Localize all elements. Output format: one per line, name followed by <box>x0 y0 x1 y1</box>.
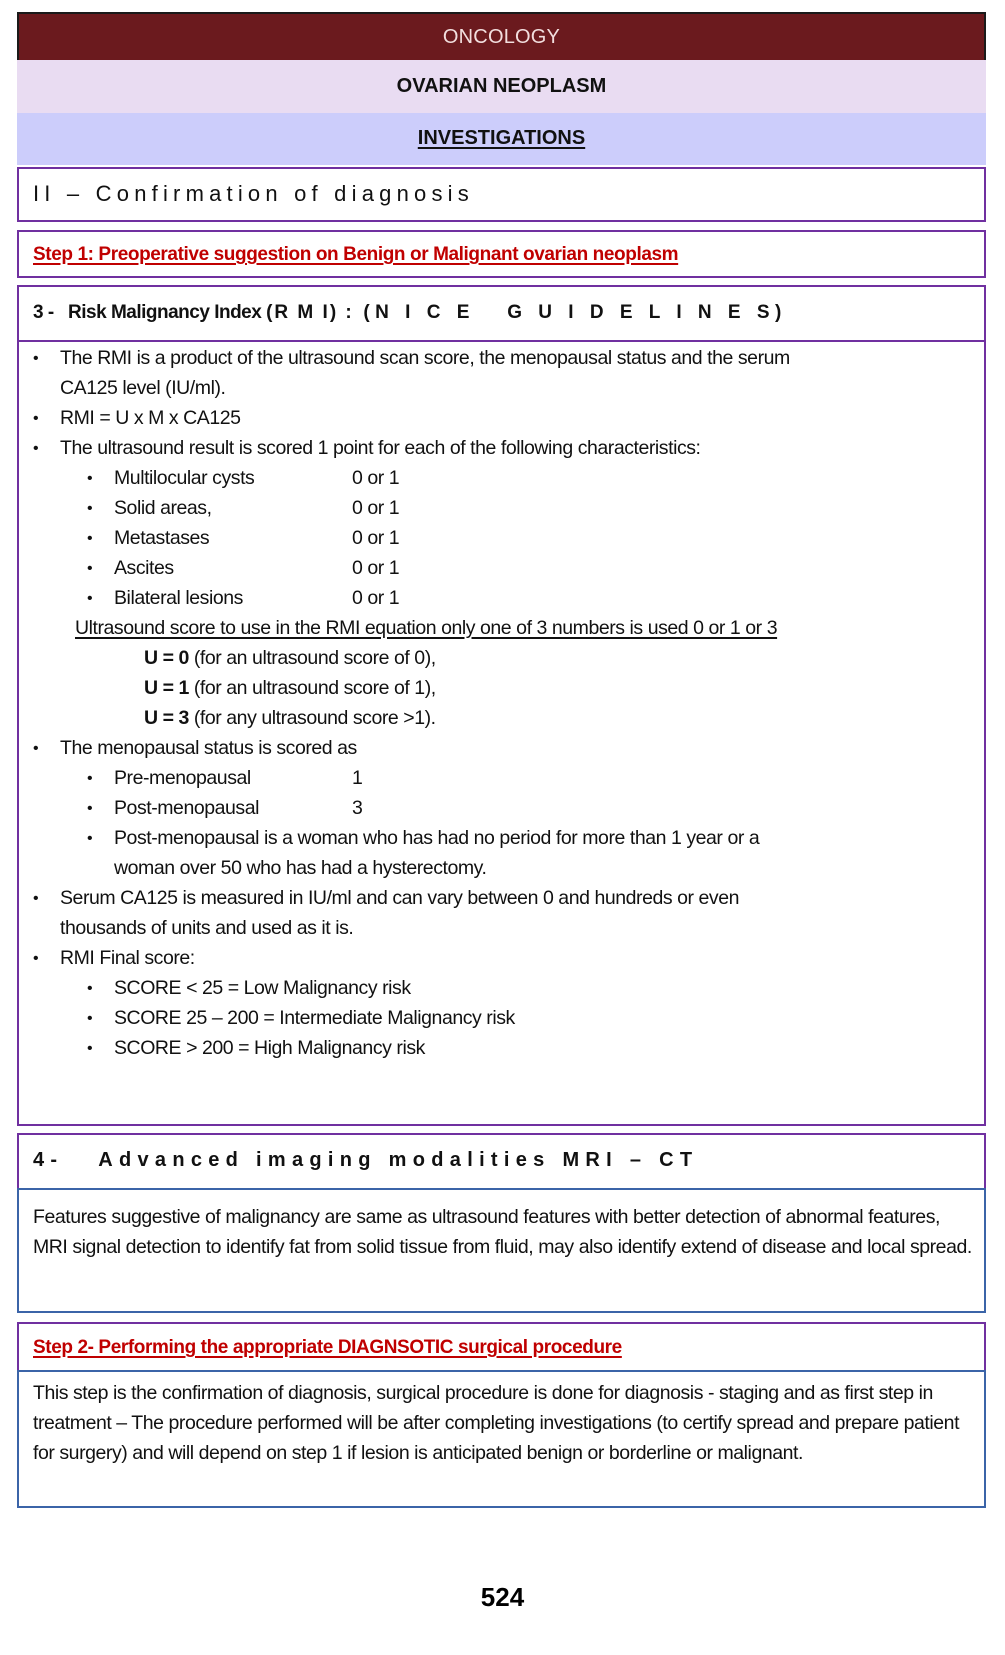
rmi-body-box <box>17 340 986 1126</box>
ultrasound-intro: The ultrasound result is scored 1 point for each of the following characteristics: <box>60 437 701 459</box>
final-score-intro: RMI Final score: <box>60 947 195 969</box>
menopausal-intro: The menopausal status is scored as <box>60 737 357 759</box>
section-banner <box>17 113 986 165</box>
step2-body-text: This step is the confirmation of diagnosis, surgical procedure is done for diagnosis - staging and as first step in treatment – The procedure performed will be after completing investigations (to certify spread and prepare patient for surgery) and will depend on step 1 if lesion is anticipated benign or borderline or malignant. <box>33 1382 960 1464</box>
step2-body-box <box>17 1370 986 1508</box>
ca125-line2: thousands of units and used as it is. <box>60 917 354 939</box>
specialty-banner <box>17 12 986 60</box>
menopausal-item-label: Post-menopausal <box>114 797 260 819</box>
ultrasound-feature-score: 0 or 1 <box>352 467 400 489</box>
bullet-icon: • <box>87 830 93 847</box>
bullet-icon: • <box>33 350 39 367</box>
rmi-intro-line1: The RMI is a product of the ultrasound scan score, the menopausal status and the serum <box>60 347 790 369</box>
section-title: INVESTIGATIONS <box>417 127 586 149</box>
bullet-icon: • <box>87 980 93 997</box>
u-value-label: U = 1 <box>144 677 189 699</box>
rmi-intro-line2: CA125 level (IU/ml). <box>60 377 226 399</box>
bullet-icon: • <box>33 740 39 757</box>
bullet-icon: • <box>87 470 93 487</box>
ultrasound-feature-label: Bilateral lesions <box>114 587 243 609</box>
rmi-heading-number: 3 - <box>33 302 54 323</box>
bullet-icon: • <box>87 770 93 787</box>
menopausal-item-label: Pre-menopausal <box>114 767 251 789</box>
rmi-heading-source: (N I C E G U I D E L I N E S) <box>363 302 787 323</box>
u-value-label: U = 3 <box>144 707 189 729</box>
ultrasound-feature-label: Metastases <box>114 527 210 549</box>
ultrasound-score-note: Ultrasound score to use in the RMI equation only one of 3 numbers is used 0 or 1 or 3 <box>75 617 778 639</box>
bullet-icon: • <box>87 500 93 517</box>
menopausal-item-score: 3 <box>352 797 363 819</box>
ultrasound-feature-score: 0 or 1 <box>352 497 400 519</box>
ultrasound-feature-label: Solid areas, <box>114 497 212 519</box>
imaging-body-text: Features suggestive of malignancy are same as ultrasound features with better detection of abnormal features, MRI signal detection to identify fat from solid tissue from fluid, may also identify extend of disease and local spread. <box>33 1206 972 1258</box>
u-value-row <box>144 677 436 700</box>
bullet-icon: • <box>87 530 93 547</box>
topic-banner <box>17 60 986 113</box>
bullet-icon: • <box>33 410 39 427</box>
ultrasound-feature-score: 0 or 1 <box>352 557 400 579</box>
rmi-heading-box <box>17 285 986 342</box>
confirmation-heading: II – Confirmation of diagnosis <box>33 181 474 206</box>
u-value-desc: (for any ultrasound score >1). <box>188 707 436 729</box>
bullet-icon: • <box>87 800 93 817</box>
u-value-desc: (for an ultrasound score of 1), <box>188 677 436 699</box>
step2-heading: Step 2- Performing the appropriate DIAGNSOTIC surgical procedure <box>33 1337 622 1358</box>
rmi-formula: RMI = U x M x CA125 <box>60 407 241 429</box>
imaging-body-box <box>17 1188 986 1313</box>
final-score-item: SCORE < 25 = Low Malignancy risk <box>114 977 411 999</box>
bullet-icon: • <box>87 1040 93 1057</box>
rmi-heading <box>33 302 787 324</box>
bullet-icon: • <box>33 950 39 967</box>
rmi-heading-abbrev: (R M I) : <box>266 302 354 323</box>
final-score-item: SCORE > 200 = High Malignancy risk <box>114 1037 425 1059</box>
postmenopausal-definition-line2: woman over 50 who has had a hysterectomy. <box>114 857 487 879</box>
ultrasound-feature-score: 0 or 1 <box>352 527 400 549</box>
imaging-heading: 4- Advanced imaging modalities MRI – CT <box>33 1149 699 1171</box>
bullet-icon: • <box>87 1010 93 1027</box>
bullet-icon: • <box>33 440 39 457</box>
bullet-icon: • <box>33 890 39 907</box>
page-number: 524 <box>480 1582 525 1612</box>
imaging-heading-box <box>17 1133 986 1190</box>
confirmation-heading-box <box>17 167 986 222</box>
ultrasound-feature-score: 0 or 1 <box>352 587 400 609</box>
menopausal-item-score: 1 <box>352 767 363 789</box>
u-value-desc: (for an ultrasound score of 0), <box>188 647 436 669</box>
rmi-heading-title: Risk Malignancy Index <box>68 302 262 323</box>
final-score-item: SCORE 25 – 200 = Intermediate Malignancy risk <box>114 1007 515 1029</box>
bullet-icon: • <box>87 590 93 607</box>
specialty-title: ONCOLOGY <box>442 26 561 48</box>
step2-heading-box <box>17 1322 986 1372</box>
u-value-row <box>144 647 436 670</box>
bullet-icon: • <box>87 560 93 577</box>
step1-heading: Step 1: Preoperative suggestion on Benign or Malignant ovarian neoplasm <box>33 244 679 265</box>
postmenopausal-definition-line1: Post-menopausal is a woman who has had no period for more than 1 year or a <box>114 827 760 849</box>
ultrasound-feature-label: Multilocular cysts <box>114 467 255 489</box>
u-value-label: U = 0 <box>144 647 189 669</box>
ultrasound-feature-label: Ascites <box>114 557 174 579</box>
ca125-line1: Serum CA125 is measured in IU/ml and can vary between 0 and hundreds or even <box>60 887 740 909</box>
step1-heading-box <box>17 230 986 278</box>
topic-title: OVARIAN NEOPLASM <box>396 75 607 97</box>
u-value-row <box>144 707 436 730</box>
